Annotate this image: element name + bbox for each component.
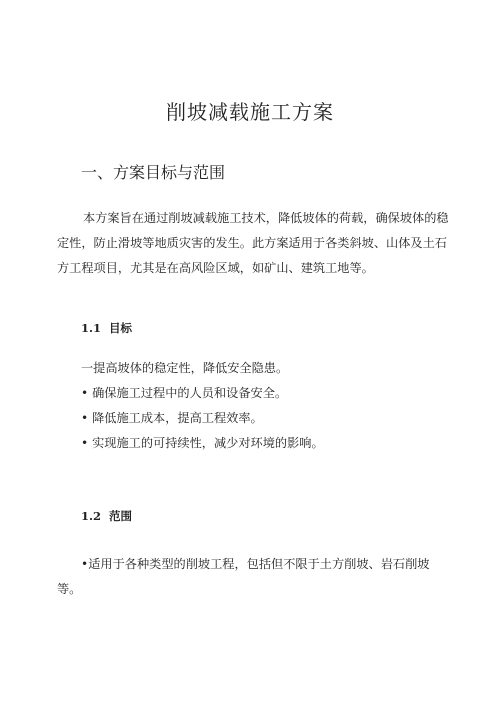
goal-text-3: • 降低施工成本，提高工程效率。: [81, 411, 263, 425]
goal-text-primary: 一提高坡体的稳定性，降低安全隐患。: [81, 361, 289, 375]
intro-paragraph: 本方案旨在通过削坡减载施工技术，降低坡体的荷载，确保坡体的稳定性，防止滑坡等地质灾害的发生。此方案适用于各类斜坡、山体及土石方工程项目，尤其是在高风险区域，如矿山、建筑工地等。: [57, 211, 449, 275]
subsection-heading-scope: [81, 508, 132, 524]
section-heading: 一、方案目标与范围: [81, 163, 226, 182]
goal-text-2: • 确保施工过程中的人员和设备安全。: [81, 386, 288, 400]
subsection-heading-goal: [81, 320, 132, 336]
subsection-title: 范围: [109, 509, 133, 523]
subsection-number: 1.2: [81, 509, 102, 523]
goal-text-4: • 实现施工的可持续性，减少对环境的影响。: [81, 436, 324, 450]
subsection-title: 目标: [109, 321, 133, 335]
document-title: 削坡减载施工方案: [166, 100, 334, 124]
subsection-number: 1.1: [81, 321, 102, 335]
scope-paragraph: •适用于各种类型的削坡工程，包括但不限于土方削坡、岩石削坡等。: [57, 557, 430, 596]
